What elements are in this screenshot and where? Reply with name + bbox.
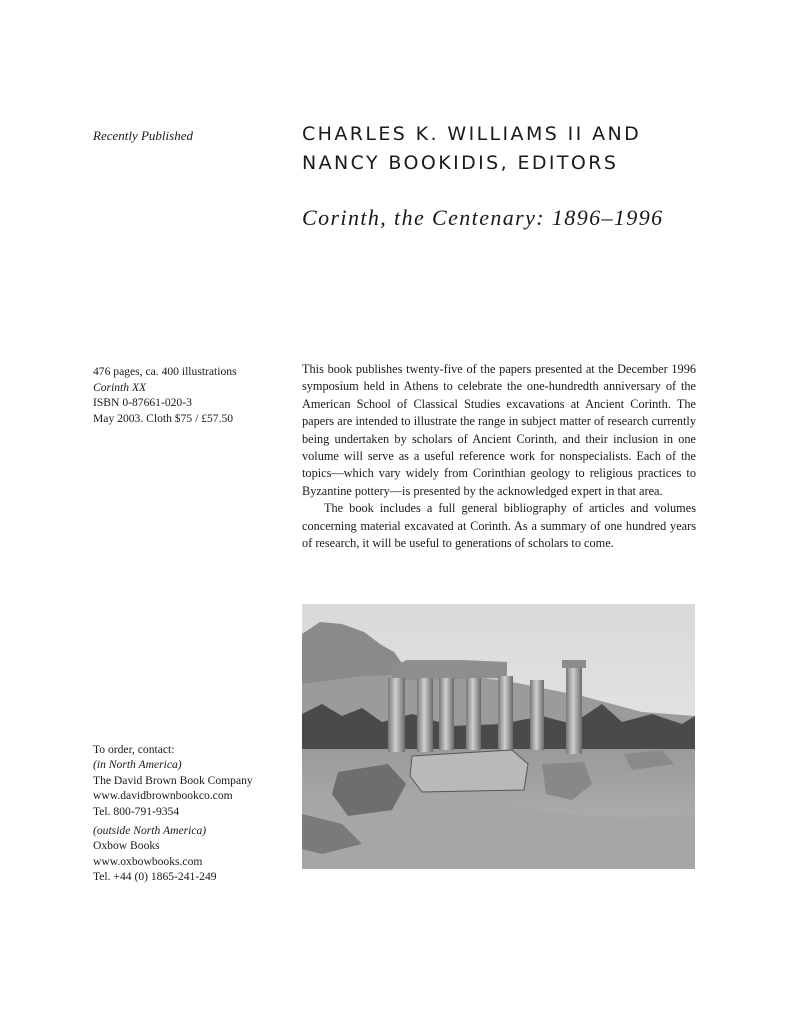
ordering-info (93, 742, 293, 885)
north-america-phone: Tel. 800-791-9354 (93, 804, 180, 818)
outside-north-america-phone: Tel. +44 (0) 1865-241-249 (93, 870, 217, 884)
outside-north-america-company: Oxbow Books (93, 839, 160, 853)
book-title: Corinth, the Centenary: 1896–1996 (302, 205, 664, 230)
description-paragraph-1: This book publishes twenty-five of the papers presented at the December 1996 symposium held in Athens to celebrate the one-hundredth anniversary of the American School of Classical Studies excavations at Ancient Corinth. The papers are intended to illustrate the range in subject matter of research currently being undertaken by scholars of Ancient Corinth, and their inclusion in one volume will serve as a useful reference work for nonspecialists. Each of the topics—which vary widely from Corinthian geology to religious practices to Byzantine pottery—is presented by the acknowledged expert in that area. (302, 362, 696, 498)
column (530, 680, 544, 750)
north-america-label: (in North America) (93, 758, 182, 772)
temple-photo (302, 604, 695, 869)
entablature (392, 660, 507, 680)
editors-line-2: NANCY BOOKIDIS, EDITORS (302, 152, 619, 174)
column (466, 678, 481, 750)
north-america-company: The David Brown Book Company (93, 773, 253, 787)
recently-published-label: Recently Published (93, 128, 193, 143)
description (302, 361, 696, 552)
outside-north-america-website: www.oxbowbooks.com (93, 854, 203, 868)
page-count: 476 pages, ca. 400 illustrations (93, 365, 237, 378)
isbn: ISBN 0-87661-020-3 (93, 396, 192, 409)
book-details (93, 364, 273, 426)
date-and-price: May 2003. Cloth $75 / £57.50 (93, 411, 234, 425)
column (498, 676, 513, 750)
fallen-block (410, 750, 528, 792)
editors-heading (302, 120, 742, 178)
series-name: Corinth XX (93, 380, 147, 394)
editors-line-1: CHARLES K. WILLIAMS II AND (302, 123, 642, 145)
column (388, 678, 405, 752)
order-heading: To order, contact: (93, 743, 175, 756)
column (566, 666, 582, 754)
column (439, 678, 454, 750)
north-america-website: www.davidbrownbookco.com (93, 789, 233, 803)
outside-north-america-label: (outside North America) (93, 824, 207, 838)
description-paragraph-2: The book includes a full general bibliography of articles and volumes concerning material excavated at Corinth. As a summary of one hundred years of research, it will be useful to generations of scholars to come. (302, 501, 696, 551)
column (417, 678, 433, 752)
column-capital (562, 660, 586, 668)
